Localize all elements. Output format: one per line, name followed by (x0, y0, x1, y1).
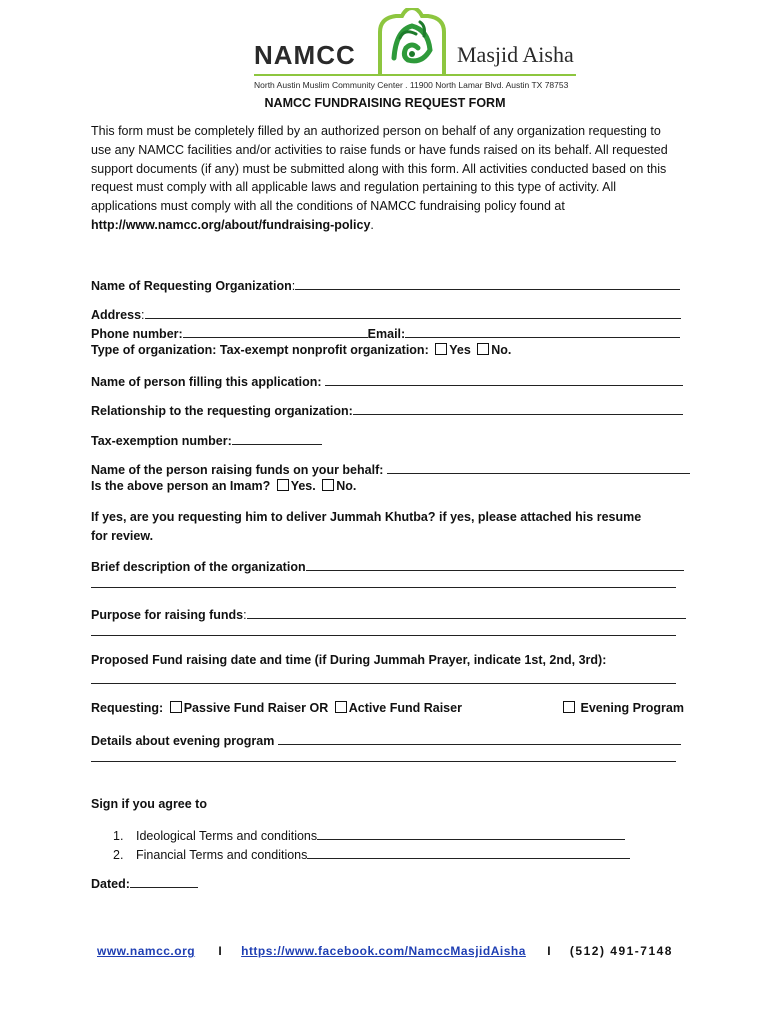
evening-details-line-2[interactable] (91, 761, 676, 762)
terms-item-2[interactable]: 2. Financial Terms and conditions (113, 844, 630, 863)
tax-exemption-field[interactable]: Tax-exemption number: (91, 430, 322, 449)
description-input[interactable] (306, 556, 684, 571)
proposed-date-line[interactable] (91, 683, 676, 684)
relationship-field[interactable]: Relationship to the requesting organization: (91, 400, 683, 419)
logo-block (250, 8, 580, 96)
description-field[interactable]: Brief description of the organization (91, 556, 684, 575)
website-link[interactable]: www.namcc.org (97, 944, 196, 958)
evening-details-field[interactable]: Details about evening program (91, 730, 681, 749)
phone-input[interactable] (183, 323, 368, 338)
evening-checkbox[interactable] (563, 701, 575, 713)
active-checkbox[interactable] (335, 701, 347, 713)
purpose-line-2[interactable] (91, 635, 676, 636)
policy-link[interactable]: http://www.namcc.org/about/fundraising-policy (91, 217, 371, 232)
sign-heading: Sign if you agree to (91, 797, 207, 811)
phone-email-field[interactable]: Phone number: Email: (91, 323, 680, 342)
purpose-field[interactable]: Purpose for raising funds: (91, 604, 686, 623)
imam-yes-checkbox[interactable] (277, 479, 289, 491)
purpose-input[interactable] (247, 604, 686, 619)
address-field[interactable]: Address: (91, 304, 681, 323)
org-name-input[interactable] (295, 275, 680, 290)
person-filling-field[interactable]: Name of person filling this application: (91, 371, 683, 390)
imam-field: Is the above person an Imam? Yes. No. (91, 479, 357, 493)
footer-separator-2: I (547, 944, 551, 958)
footer-phone: (512) 491-7148 (569, 944, 673, 958)
form-title: NAMCC FUNDRAISING REQUEST FORM (264, 96, 506, 110)
intro-paragraph: This form must be completely filled by an authorized person on behalf of any organization requesting to use any NAMCC facilities and/or activities to raise funds or have funds raised on its behalf. All requested support documents (if any) must be submitted along with this form. All activities conducted based on this request must comply with all applicable laws and regulation pertaining to this type of activity. All applications must comply with all the conditions of NAMCC fundraising policy found at http://www.namcc.org/about/fundraising-policy. (91, 124, 668, 232)
person-filling-input[interactable] (325, 371, 683, 386)
org-type-field: Type of organization: Tax-exempt nonprofit organization: Yes No. (91, 343, 512, 357)
dated-field[interactable]: Dated: (91, 873, 198, 892)
imam-no-checkbox[interactable] (322, 479, 334, 491)
ideological-signature-input[interactable] (317, 825, 625, 840)
evening-option: Evening Program (560, 700, 684, 716)
khutba-question: If yes, are you requesting him to deliver Jummah Khutba? if yes, please attached his resume for review. (91, 510, 642, 543)
relationship-input[interactable] (353, 400, 683, 415)
org-type-yes-checkbox[interactable] (435, 343, 447, 355)
header-address: North Austin Muslim Community Center . 11900 North Lamar Blvd. Austin TX 78753 (254, 80, 569, 90)
org-name-field[interactable]: Name of Requesting Organization: (91, 275, 680, 294)
tax-exemption-input[interactable] (232, 430, 322, 445)
intro-text: This form must be completely filled by an authorized person on behalf of any organization requesting to use any NAMCC facilities and/or activities to raise funds or have funds raised on its behalf. All requested support documents (if any) must be submitted along with this form. All activities conducted based on this request must comply with all applicable laws and regulation pertaining to this type of activity. All applications must comply with all the conditions of NAMCC fundraising policy found at (91, 124, 668, 214)
requesting-field: Requesting: Passive Fund Raiser OR Active Fund Raiser (91, 701, 462, 715)
email-input[interactable] (405, 323, 680, 338)
financial-signature-input[interactable] (307, 844, 630, 859)
facebook-link[interactable]: https://www.facebook.com/NamccMasjidAisha (241, 944, 526, 958)
calligraphy-emblem-icon (372, 8, 452, 76)
person-raising-input[interactable] (387, 459, 690, 474)
passive-checkbox[interactable] (170, 701, 182, 713)
org-type-no-checkbox[interactable] (477, 343, 489, 355)
evening-details-input[interactable] (278, 730, 681, 745)
masjid-name: Masjid Aisha (457, 42, 574, 67)
address-input[interactable] (145, 304, 681, 319)
footer (97, 944, 673, 958)
person-raising-field[interactable]: Name of the person raising funds on your behalf: (91, 459, 690, 478)
proposed-date-field: Proposed Fund raising date and time (if During Jummah Prayer, indicate 1st, 2nd, 3rd): (91, 653, 607, 667)
description-line-2[interactable] (91, 587, 676, 588)
footer-separator-1: I (218, 944, 222, 958)
brand-name: NAMCC (254, 40, 356, 70)
terms-item-1[interactable]: 1. Ideological Terms and conditions (113, 825, 625, 844)
dated-input[interactable] (130, 873, 198, 888)
header-accent-line (254, 74, 576, 76)
